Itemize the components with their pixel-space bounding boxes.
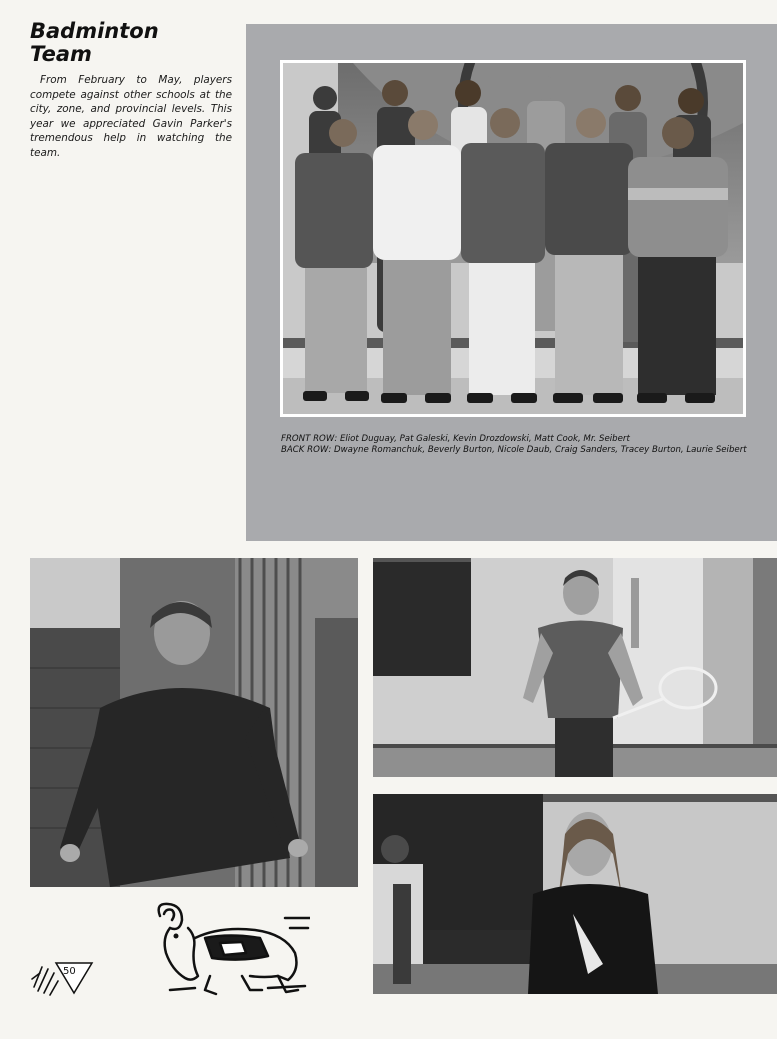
caption-back-row: BACK ROW: Dwayne Romanchuk, Beverly Burton, Nicole Daub, Craig Sanders, Tracey Burton, Laurie Seibert (281, 445, 747, 456)
action-photo-right-top (373, 558, 777, 777)
team-group-photo (280, 60, 746, 417)
page-corner-logo-icon (28, 957, 94, 997)
page-title (30, 20, 230, 66)
intro-paragraph: From February to May, players compete against other schools at the city, zone, and provincial levels. This year we appreciated Gavin Parker's tremendous help in watching the team. (30, 74, 232, 159)
action-photo-right-bottom (373, 794, 777, 994)
title-line-2: Team (30, 42, 92, 66)
caption-front-row: FRONT ROW: Eliot Duguay, Pat Galeski, Kevin Drozdowski, Matt Cook, Mr. Seibert (281, 434, 630, 444)
page-number: 50 (63, 966, 76, 977)
ram-mascot-icon (150, 898, 310, 998)
title-line-1: Badminton (30, 19, 159, 43)
photo-caption (281, 434, 751, 457)
action-photo-left (30, 558, 358, 887)
